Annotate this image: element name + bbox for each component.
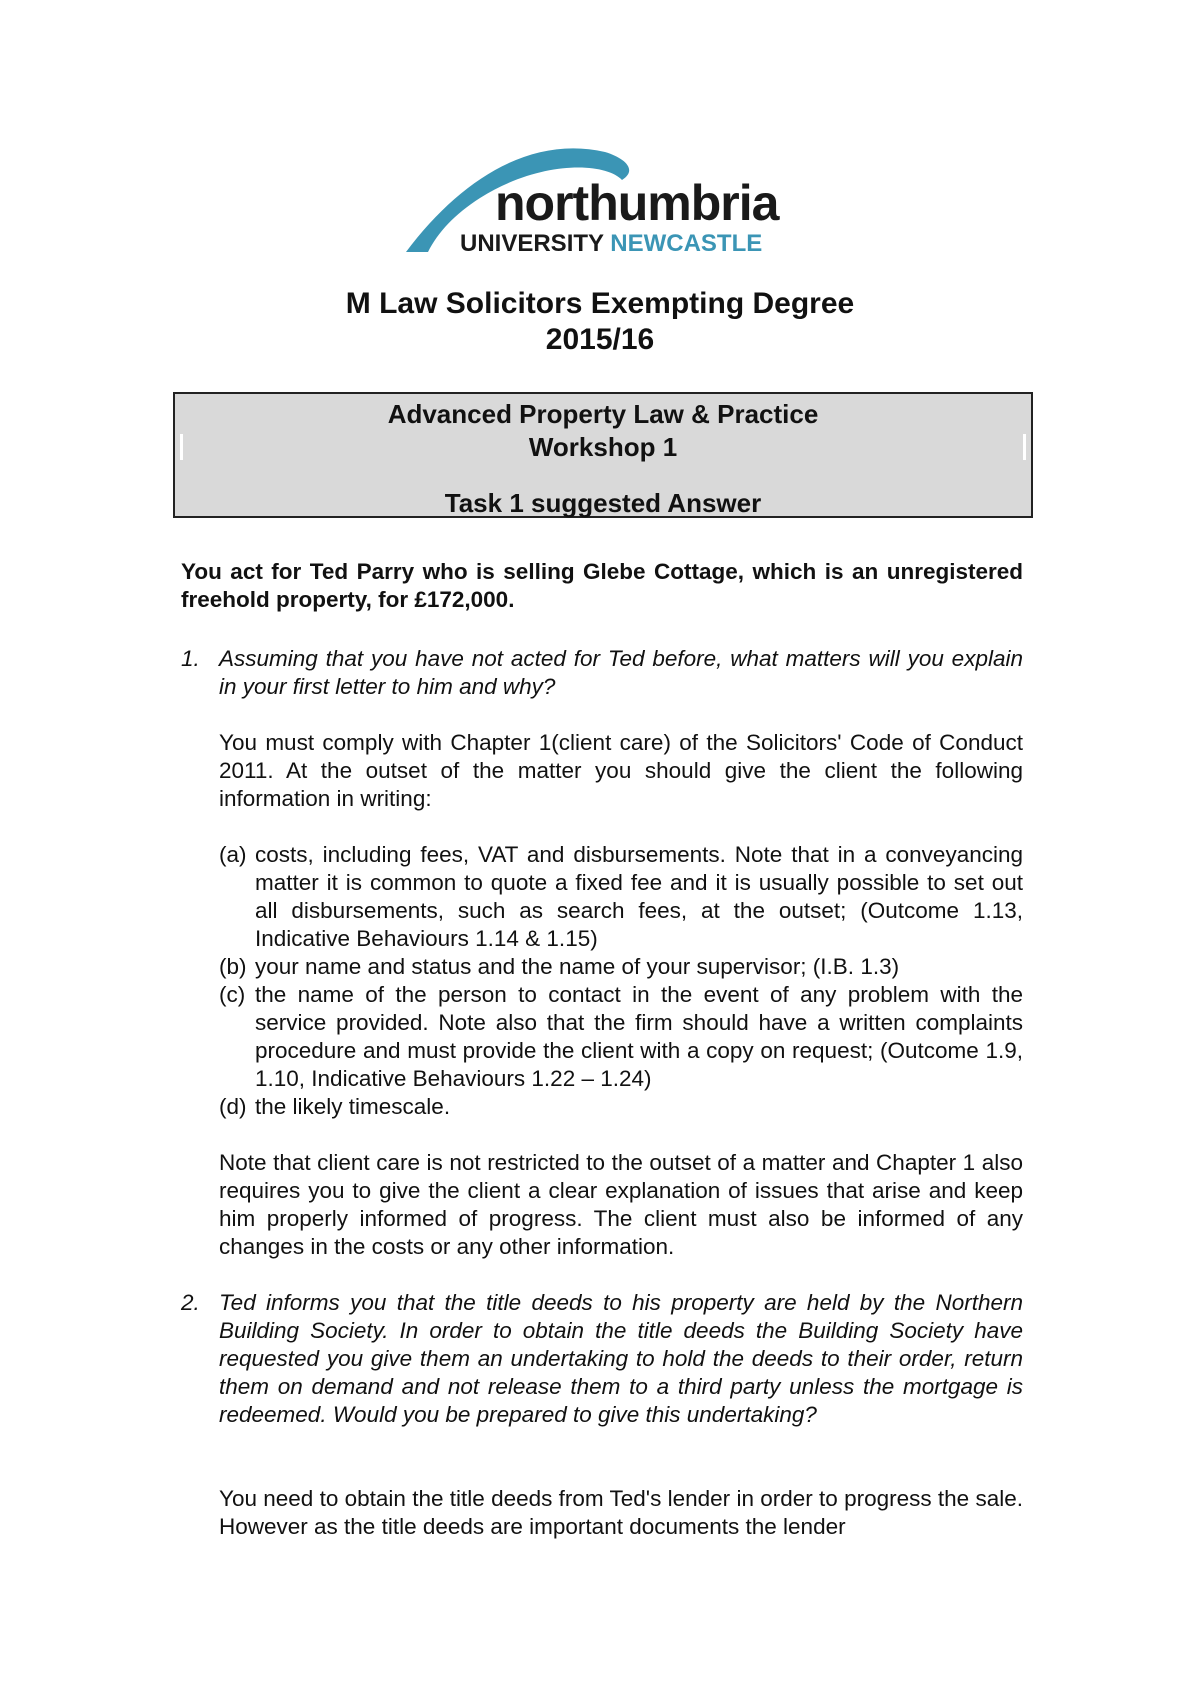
list-item-text: the likely timescale.: [255, 1094, 451, 1119]
module-header-box: [173, 392, 1033, 518]
list-item-label: (c): [219, 982, 246, 1007]
university-logo: [400, 140, 812, 260]
question-1-text: Assuming that you have not acted for Ted before, what matters will you explain in your first letter to him and why?: [219, 646, 1023, 699]
answer-2-paragraph-1: You need to obtain the title deeds from Ted's lender in order to progress the sale. However as the title deeds are important documents the lender: [219, 1486, 1023, 1539]
logo-subtitle-university: UNIVERSITY: [460, 230, 604, 257]
scenario-intro: You act for Ted Parry who is selling Glebe Cottage, which is an unregistered freehold property, for £172,000.: [181, 559, 1023, 612]
workshop-label: Workshop 1: [528, 432, 678, 462]
list-item-label: (d): [219, 1094, 247, 1119]
question-1-number: 1.: [181, 646, 200, 671]
document-year: 2015/16: [545, 323, 655, 356]
document-title: M Law Solicitors Exempting Degree: [345, 287, 855, 320]
list-item-label: (a): [219, 842, 247, 867]
logo-subtitle-newcastle: NEWCASTLE: [610, 230, 763, 257]
module-name: Advanced Property Law & Practice: [387, 399, 819, 429]
answer-1-paragraph-2: Note that client care is not restricted to the outset of a matter and Chapter 1 also requires you to give the client a clear explanation of issues that arise and keep him properly informed of progress. The client must also be informed of any changes in the costs or any other information.: [219, 1150, 1023, 1259]
list-item-text: your name and status and the name of your supervisor; (I.B. 1.3): [255, 954, 900, 979]
list-item-text: the name of the person to contact in the event of any problem with the service provided. Note also that the firm should have a written complaints procedure and must provide the client with a copy on request; (Outcome 1.9, 1.10, Indicative Behaviours 1.22 – 1.24): [255, 982, 1023, 1091]
task-label: Task 1 suggested Answer: [444, 488, 762, 518]
question-2-text: Ted informs you that the title deeds to his property are held by the Northern Building Society. In order to obtain the title deeds the Building Society have requested you give them an undertaking to hold the deeds to their order, return them on demand and not release them to a third party unless the mortgage is redeemed. Would you be prepared to give this undertaking?: [219, 1290, 1023, 1427]
logo-wordmark: northumbria: [495, 175, 779, 231]
question-2-number: 2.: [181, 1290, 200, 1315]
logo-subtitle: [460, 232, 762, 256]
answer-1-paragraph-1: You must comply with Chapter 1(client care) of the Solicitors' Code of Conduct 2011. At the outset of the matter you should give the client the following information in writing:: [219, 730, 1023, 811]
list-item-text: costs, including fees, VAT and disbursements. Note that in a conveyancing matter it is common to quote a fixed fee and it is usually possible to set out all disbursements, such as search fees, at the outset; (Outcome 1.13, Indicative Behaviours 1.14 & 1.15): [255, 842, 1023, 951]
list-item-label: (b): [219, 954, 247, 979]
